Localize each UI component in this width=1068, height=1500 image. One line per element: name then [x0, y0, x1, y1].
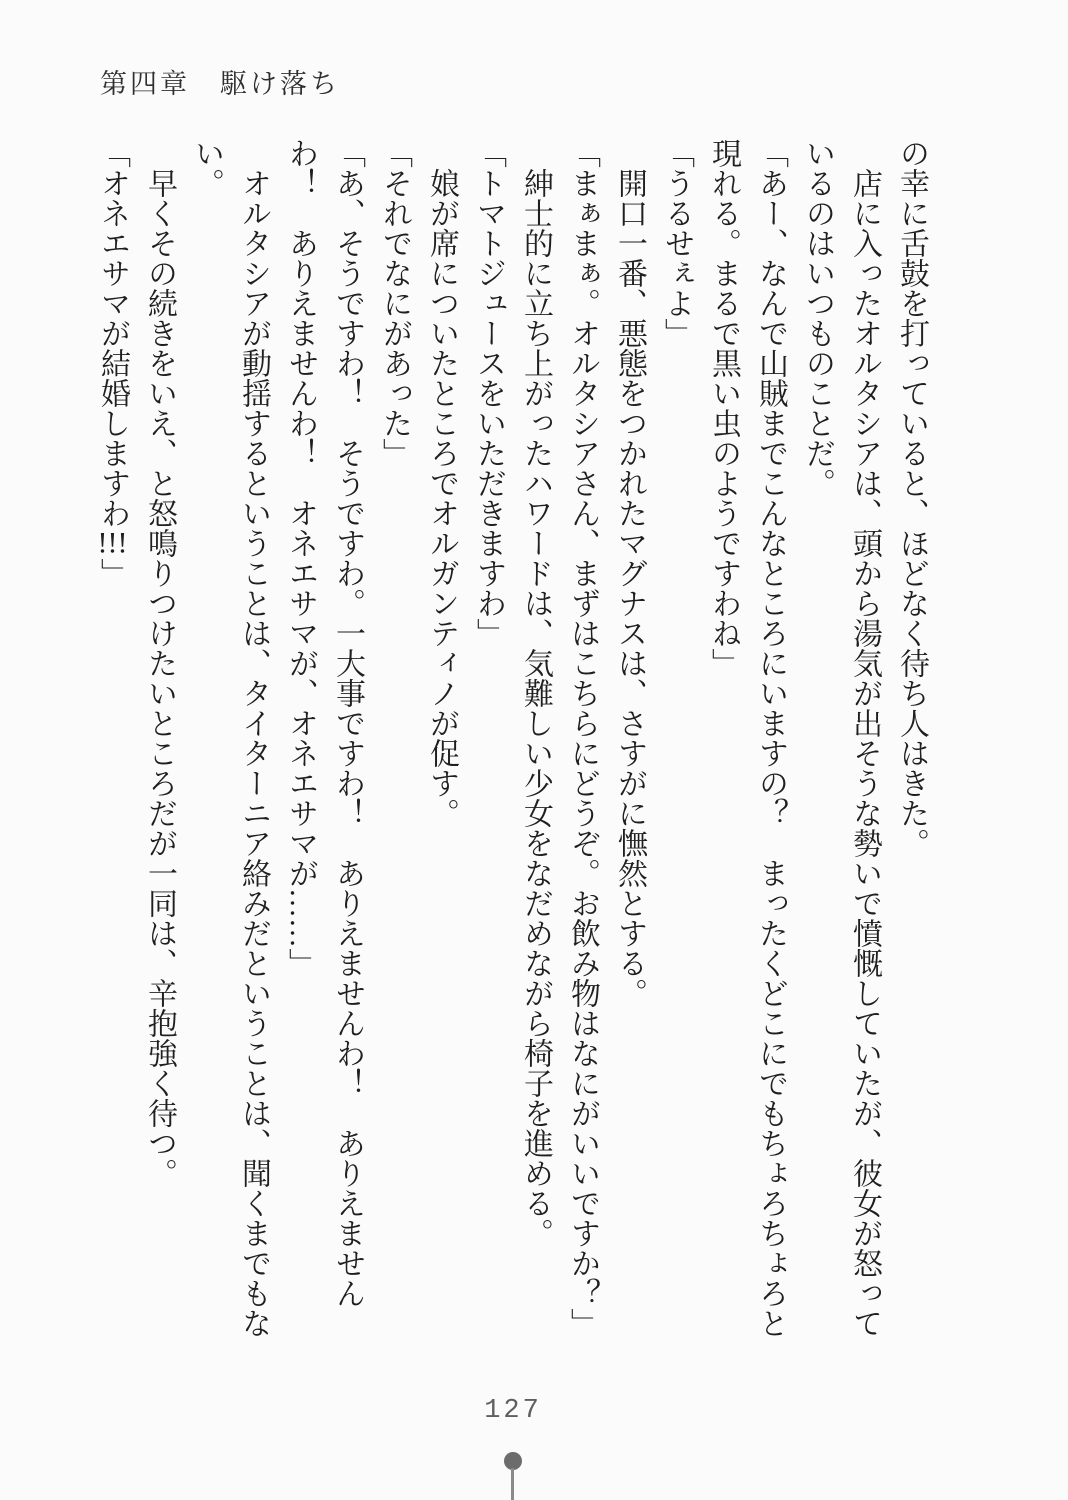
- paragraph-dialogue-final: [89, 138, 136, 1344]
- paragraph-dialogue: 「まぁまぁ。オルタシアさん、まずはこちらにどうぞ。お飲み物はなにがいいですか？」: [566, 138, 599, 1338]
- paragraph-narration: 娘が席についたところでオルガンティノが促す。: [425, 168, 458, 828]
- paragraph-narration: 開口一番、悪態をつかれたマグナスは、さすがに憮然とする。: [613, 168, 646, 1008]
- paragraph-dialogue: 「それでなにがあった」: [378, 138, 411, 468]
- chapter-heading: 第四章 駆け落ち: [100, 69, 340, 99]
- paragraph-dialogue: 「うるせぇよ」: [660, 138, 693, 348]
- paragraph-narration: 店に入ったオルタシアは、頭から湯気が出そうな勢いで憤慨していたが、彼女が怒っているのはいつものことだ。: [801, 138, 881, 1338]
- final-line-exclamations: !!!: [97, 528, 128, 558]
- paragraph-narration: 早くその続きをいえ、と怒鳴りつけたいところだが一同は、辛抱強く待つ。: [143, 168, 176, 1188]
- final-line-close-quote: 」: [96, 558, 129, 588]
- novel-text-block: [89, 138, 935, 1344]
- paragraph-dialogue: 「トマトジュースをいただきますわ」: [472, 138, 505, 648]
- final-line-text: 「オネエサマが結婚しますわ: [96, 138, 129, 528]
- footer-line-ornament: [511, 1468, 514, 1500]
- paragraph-dialogue: 「あ、そうですわ！ そうですわ。一大事ですわ！ ありえませんわ！ ありえませんわ！ ありえませんわ！ オネエサマが、オネエサマが……」: [284, 138, 364, 1308]
- page-number: 127: [484, 1396, 542, 1426]
- paragraph-dialogue: 「あー、なんで山賊までこんなところにいますの？ まったくどこにでもちょろちょろと現れる。まるで黒い虫のようですわね」: [707, 138, 787, 1338]
- paragraph-narration: 紳士的に立ち上がったハワードは、気難しい少女をなだめながら椅子を進める。: [519, 168, 552, 1248]
- paragraph-narration: オルタシアが動揺するということは、タイターニア絡みだということは、聞くまでもない。: [190, 138, 270, 1338]
- paragraph-continuation: の幸に舌鼓を打っていると、ほどなく待ち人はきた。: [895, 138, 928, 858]
